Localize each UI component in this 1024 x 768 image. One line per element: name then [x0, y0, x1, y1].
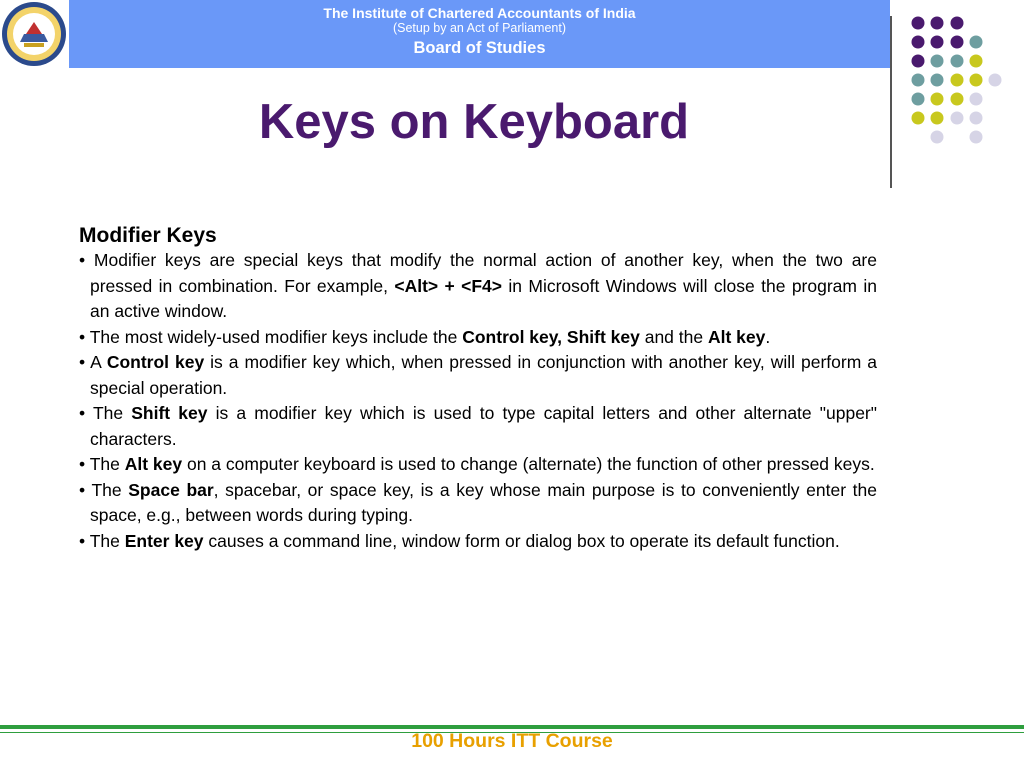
- bullet-text: , spacebar, or space key, is a key whose main purpose is to conveniently enter the space, e.g., between words during typing.: [90, 479, 877, 525]
- bullet-item: • The Enter key causes a command line, window form or dialog box to operate its default function.: [79, 530, 840, 551]
- bullet-bold-text: Enter key: [124, 530, 204, 551]
- bullet-text: The: [92, 403, 132, 423]
- bullet-list: [79, 248, 877, 554]
- bullet-item: • The most widely-used modifier keys include the Control key, Shift key and the Alt key.: [79, 326, 771, 347]
- bullet-text: is a modifier key which, when pressed in conjunction with another key, will perform a special operation.: [90, 352, 877, 398]
- decorative-dot: [951, 36, 964, 49]
- bullet-text: .: [765, 326, 771, 347]
- bullet-text: is a modifier key which is used to type capital letters and other alternate "upper" characters.: [90, 403, 877, 449]
- decorative-dot: [989, 74, 1002, 87]
- decorative-dot: [951, 112, 964, 125]
- bullet-item: • A Control key is a modifier key which, when pressed in conjunction with another key, will perform a special operation.: [79, 352, 877, 398]
- bullet-item: • Modifier keys are special keys that modify the normal action of another key, when the two are pressed in combination. For example, <Alt> + <F4> in Microsoft Windows will close the program in an active window.: [79, 250, 878, 321]
- section-heading: Modifier Keys: [79, 224, 217, 247]
- bullet-bold-text: Shift key: [131, 403, 208, 423]
- decorative-dot: [970, 112, 983, 125]
- footer-course: 100 Hours ITT Course: [411, 730, 613, 752]
- board-name: Board of Studies: [413, 39, 546, 57]
- decorative-dot: [912, 36, 925, 49]
- decorative-dot: [912, 74, 925, 87]
- decorative-dot: [931, 74, 944, 87]
- bullet-item: • The Space bar, spacebar, or space key, is a key whose main purpose is to conveniently enter the space, e.g., between words during typing.: [79, 479, 877, 525]
- bullet-text: The: [89, 454, 125, 474]
- decorative-dot: [931, 17, 944, 30]
- decorative-dot: [970, 74, 983, 87]
- decorative-dot: [970, 131, 983, 144]
- bullet-bold-text: Space bar: [128, 479, 214, 500]
- bullet-bold-text: Alt key: [707, 326, 766, 347]
- bullet-text: The: [89, 530, 125, 551]
- bullet-text: A: [90, 352, 107, 372]
- decorative-dot: [970, 93, 983, 106]
- bullet-text: in Microsoft Windows will close the program in an active window.: [90, 275, 878, 321]
- decorative-dot: [970, 36, 983, 49]
- bullet-text: The: [91, 479, 129, 500]
- decorative-dot: [912, 17, 925, 30]
- decorative-dot: [931, 55, 944, 68]
- decorative-dot: [951, 93, 964, 106]
- decorative-dot: [951, 55, 964, 68]
- decorative-dot: [970, 55, 983, 68]
- bullet-text: Modifier keys are special keys that modify the normal action of another key, when the two are pressed in combination. For example,: [90, 250, 877, 296]
- decorative-dot: [951, 74, 964, 87]
- decorative-dot: [931, 36, 944, 49]
- org-name: The Institute of Chartered Accountants of India: [323, 5, 636, 21]
- bullet-text: on a computer keyboard is used to change (alternate) the function of other pressed keys.: [182, 454, 875, 474]
- bullet-bold-text: Control key: [106, 352, 205, 372]
- bullet-item: • The Alt key on a computer keyboard is used to change (alternate) the function of other pressed keys.: [79, 454, 875, 474]
- org-subtitle: (Setup by an Act of Parliament): [392, 21, 566, 35]
- bullet-text: The most widely-used modifier keys include the: [89, 326, 463, 347]
- slide-content: [79, 223, 877, 554]
- decorative-dot: [912, 55, 925, 68]
- bullet-bold-text: <Alt> + <F4>: [394, 275, 502, 296]
- decorative-dot: [951, 17, 964, 30]
- bullet-bold-text: Alt key: [124, 454, 183, 474]
- slide-title: Keys on Keyboard: [258, 95, 690, 149]
- bullet-bold-text: Control key, Shift key: [462, 326, 640, 347]
- bullet-text: causes a command line, window form or dialog box to operate its default function.: [203, 530, 840, 551]
- bullet-item: • The Shift key is a modifier key which is used to type capital letters and other alternate "upper" characters.: [79, 403, 877, 449]
- bullet-text: and the: [639, 326, 708, 347]
